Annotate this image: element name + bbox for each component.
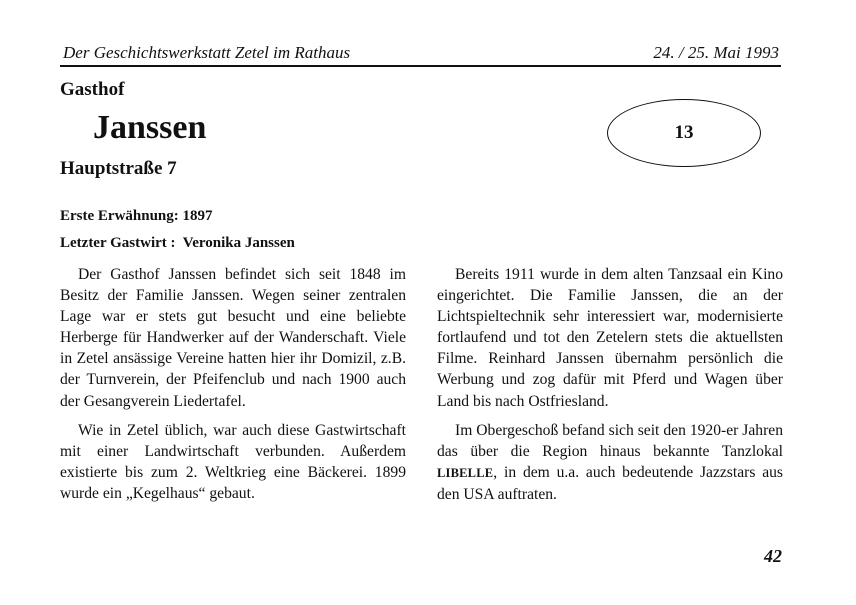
paragraph: Bereits 1911 wurde in dem alten Tanzsaal ein Kino eingerichtet. Die Familie Janssen, die an der Lichtspieltechnik sehr interessiert war, modernisierte fortlaufend und tot den Zetelern stets die aktuellsten Filme. Reinhard Janssen übernahm persönlich die Werbung und zog dafür mit Pferd und Wagen über Land bis nach Ostfriesland. (437, 266, 783, 410)
column-left (60, 264, 406, 512)
header-date: 24. / 25. Mai 1993 (653, 43, 779, 62)
number-badge (607, 99, 761, 167)
number-badge-label: 13 (674, 122, 694, 143)
header-rule (60, 65, 781, 67)
paragraph: Der Gasthof Janssen befindet sich seit 1848 im Besitz der Familie Janssen. Wegen seiner zentralen Lage war er stets gut besucht und eine beliebte Herberge für Handwerker auf der Wanderschaft. Viele in Zetel ansässige Vereine hatten hier ihr Domizil, z.B. der Turnverein, der Pfeifenclub und nach 1900 auch der Gesangverein Liedertafel. (60, 266, 406, 410)
column-right (437, 264, 783, 513)
title-name: Janssen (93, 109, 207, 146)
libelle-name: LIBELLE (437, 465, 494, 480)
text-run: , in dem u.a. auch bedeutende Jazzstars aus den USA auftraten. (437, 463, 783, 503)
first-mention: Erste Erwähnung: 1897 (60, 208, 213, 224)
text-run: Im Obergeschoß befand sich seit den 1920-er Jahren das über die Region hinaus bekannte Tanzlokal (437, 421, 783, 460)
title-gasthof: Gasthof (60, 79, 125, 100)
paragraph (437, 420, 783, 505)
title-address: Hauptstraße 7 (60, 158, 177, 179)
last-host: Letzter Gastwirt : Veronika Janssen (60, 235, 295, 251)
page-number: 42 (764, 546, 782, 566)
header-left: Der Geschichtswerkstatt Zetel im Rathaus (63, 43, 351, 62)
paragraph: Wie in Zetel üblich, war auch diese Gastwirtschaft mit einer Landwirtschaft verbunden. Außerdem existierte bis zum 2. Weltkrieg eine Bäckerei. 1899 wurde ein „Kegelhaus“ gebaut. (60, 421, 406, 502)
